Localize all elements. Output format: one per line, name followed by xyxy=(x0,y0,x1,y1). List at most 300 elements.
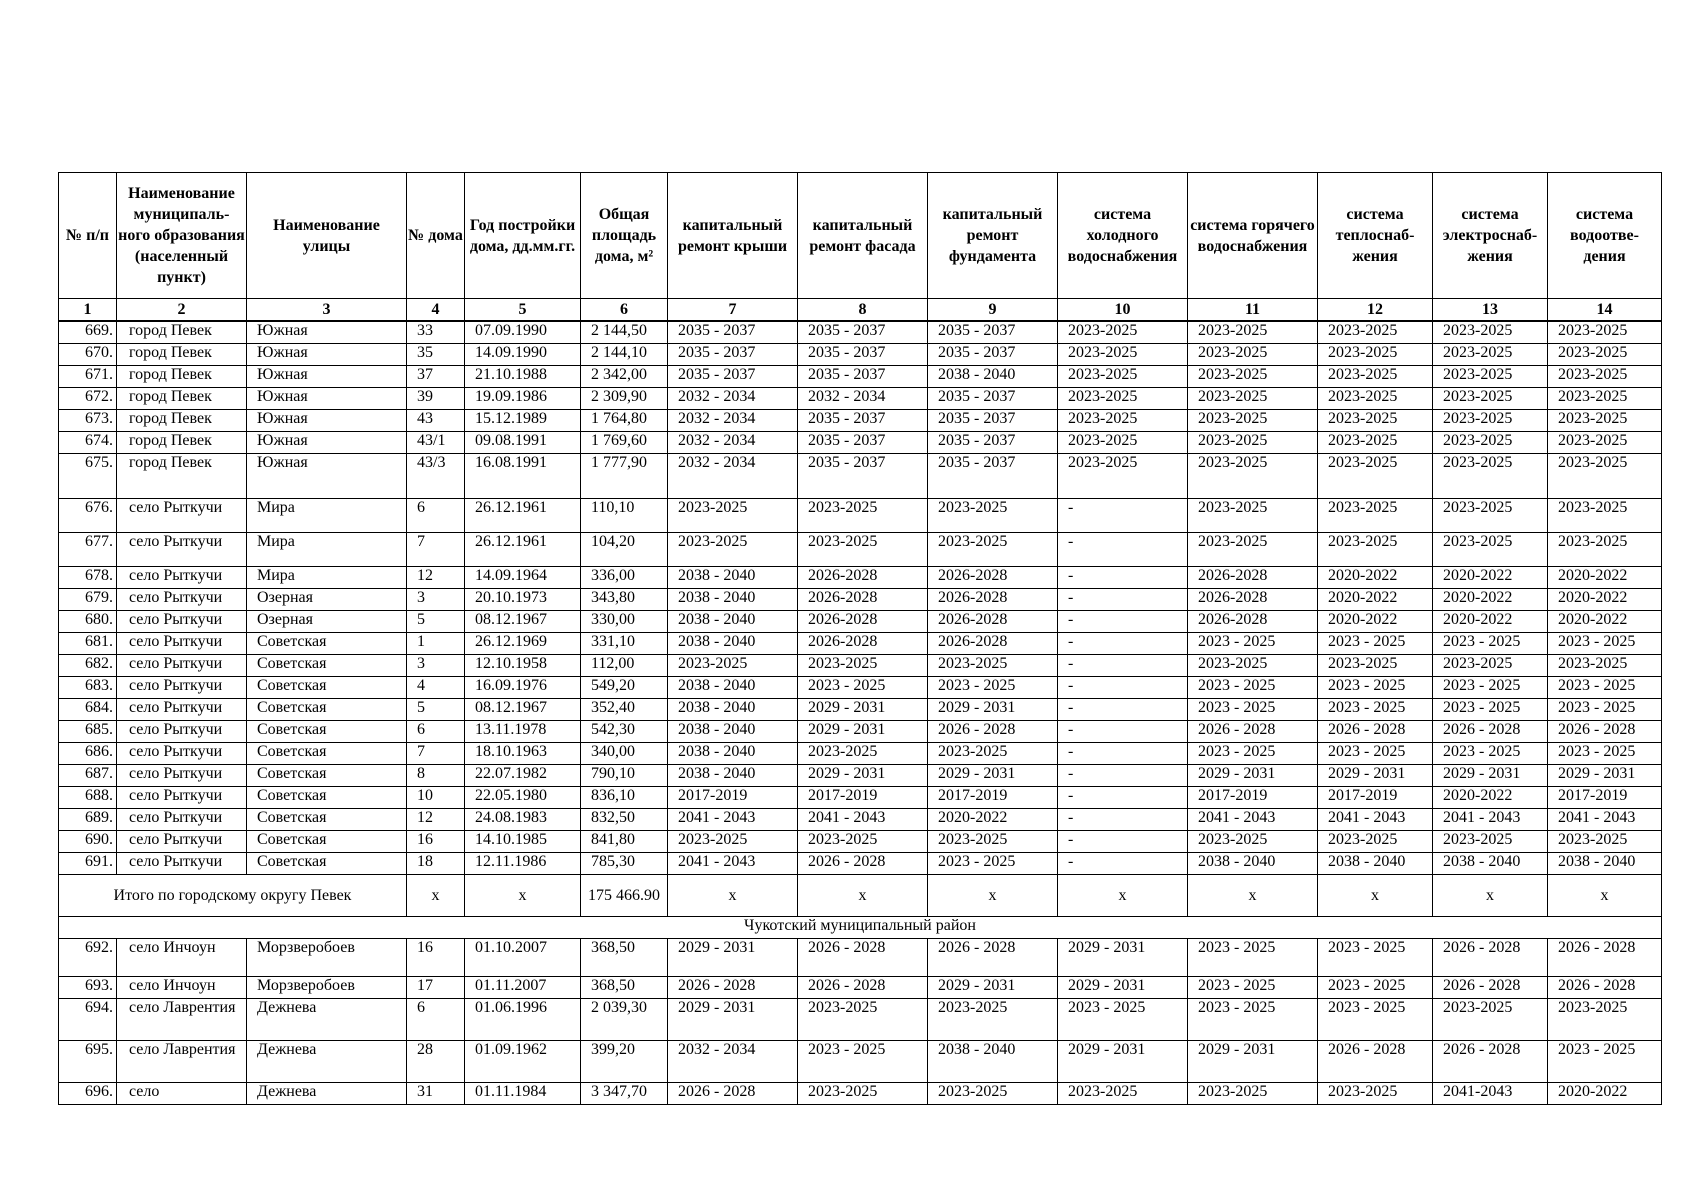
cell-municipality: город Певек xyxy=(117,453,247,498)
cell-sewerage: 2023-2025 xyxy=(1548,830,1662,852)
cell-heating: 2023-2025 xyxy=(1318,654,1433,676)
cell-year: 20.10.1973 xyxy=(465,588,581,610)
col-number-2: 2 xyxy=(117,299,247,322)
cell-electricity: 2041-2043 xyxy=(1433,1082,1548,1104)
table-row xyxy=(59,676,1662,698)
col-number-14: 14 xyxy=(1548,299,1662,322)
cell-hot-water: 2041 - 2043 xyxy=(1188,808,1318,830)
total-house: x xyxy=(407,874,465,916)
cell-year: 22.07.1982 xyxy=(465,764,581,786)
cell-house: 5 xyxy=(407,698,465,720)
cell-area: 104,20 xyxy=(581,532,668,566)
cell-electricity: 2020-2022 xyxy=(1433,588,1548,610)
cell-heating: 2023-2025 xyxy=(1318,409,1433,431)
cell-foundation: 2035 - 2037 xyxy=(928,453,1058,498)
cell-cold-water: - xyxy=(1058,852,1188,874)
cell-street: Южная xyxy=(247,343,407,365)
cell-cold-water: 2023-2025 xyxy=(1058,387,1188,409)
cell-electricity: 2026 - 2028 xyxy=(1433,720,1548,742)
cell-facade: 2023-2025 xyxy=(798,532,928,566)
cell-hot-water: 2023 - 2025 xyxy=(1188,632,1318,654)
table-row xyxy=(59,387,1662,409)
cell-cold-water: - xyxy=(1058,808,1188,830)
cell-street: Советская xyxy=(247,676,407,698)
cell-electricity: 2023 - 2025 xyxy=(1433,742,1548,764)
col-header-foundation: капитальный ремонт фундамента xyxy=(928,173,1058,299)
cell-foundation: 2026 - 2028 xyxy=(928,938,1058,976)
cell-municipality: село Инчоун xyxy=(117,976,247,998)
cell-hot-water: 2023 - 2025 xyxy=(1188,998,1318,1040)
cell-foundation: 2035 - 2037 xyxy=(928,321,1058,343)
cell-year: 21.10.1988 xyxy=(465,365,581,387)
cell-hot-water: 2023 - 2025 xyxy=(1188,938,1318,976)
table-row xyxy=(59,976,1662,998)
table-row xyxy=(59,742,1662,764)
cell-heating: 2026 - 2028 xyxy=(1318,1040,1433,1082)
cell-hot-water: 2023-2025 xyxy=(1188,431,1318,453)
cell-year: 14.09.1990 xyxy=(465,343,581,365)
cell-heating: 2023 - 2025 xyxy=(1318,998,1433,1040)
cell-sewerage: 2023-2025 xyxy=(1548,654,1662,676)
col-header-roof: капитальный ремонт крыши xyxy=(668,173,798,299)
cell-house: 10 xyxy=(407,786,465,808)
cell-area: 2 342,00 xyxy=(581,365,668,387)
cell-facade: 2023-2025 xyxy=(798,498,928,532)
cell-electricity: 2023-2025 xyxy=(1433,409,1548,431)
cell-area: 330,00 xyxy=(581,610,668,632)
cell-sewerage: 2023-2025 xyxy=(1548,321,1662,343)
cell-heating: 2023 - 2025 xyxy=(1318,676,1433,698)
cell-foundation: 2023-2025 xyxy=(928,654,1058,676)
cell-municipality: село Рыткучи xyxy=(117,610,247,632)
cell-facade: 2026-2028 xyxy=(798,632,928,654)
cell-municipality: город Певек xyxy=(117,431,247,453)
cell-foundation: 2035 - 2037 xyxy=(928,431,1058,453)
cell-heating: 2029 - 2031 xyxy=(1318,764,1433,786)
cell-house: 4 xyxy=(407,676,465,698)
cell-electricity: 2023-2025 xyxy=(1433,343,1548,365)
col-header-sewerage: система водоотве-дения xyxy=(1548,173,1662,299)
cell-area: 343,80 xyxy=(581,588,668,610)
cell-municipality: город Певек xyxy=(117,365,247,387)
cell-cold-water: 2023-2025 xyxy=(1058,453,1188,498)
cell-heating: 2020-2022 xyxy=(1318,566,1433,588)
cell-street: Советская xyxy=(247,786,407,808)
cell-facade: 2026-2028 xyxy=(798,588,928,610)
cell-street: Дежнева xyxy=(247,1040,407,1082)
cell-heating: 2023-2025 xyxy=(1318,387,1433,409)
cell-cold-water: - xyxy=(1058,698,1188,720)
header-row xyxy=(59,173,1662,299)
cell-heating: 2023-2025 xyxy=(1318,365,1433,387)
cell-sewerage: 2023 - 2025 xyxy=(1548,742,1662,764)
cell-area: 1 777,90 xyxy=(581,453,668,498)
cell-area: 836,10 xyxy=(581,786,668,808)
total-sewerage: x xyxy=(1548,874,1662,916)
cell-num: 672. xyxy=(59,387,117,409)
cell-hot-water: 2023-2025 xyxy=(1188,409,1318,431)
cell-num: 673. xyxy=(59,409,117,431)
table-row xyxy=(59,566,1662,588)
col-number-5: 5 xyxy=(465,299,581,322)
cell-house: 6 xyxy=(407,998,465,1040)
cell-electricity: 2023-2025 xyxy=(1433,431,1548,453)
cell-facade: 2035 - 2037 xyxy=(798,343,928,365)
cell-facade: 2026 - 2028 xyxy=(798,852,928,874)
table-row xyxy=(59,321,1662,343)
cell-num: 696. xyxy=(59,1082,117,1104)
cell-roof: 2038 - 2040 xyxy=(668,632,798,654)
cell-area: 2 309,90 xyxy=(581,387,668,409)
table-row xyxy=(59,365,1662,387)
total-row xyxy=(59,874,1662,916)
cell-heating: 2017-2019 xyxy=(1318,786,1433,808)
cell-municipality: село Рыткучи xyxy=(117,786,247,808)
cell-house: 17 xyxy=(407,976,465,998)
cell-year: 24.08.1983 xyxy=(465,808,581,830)
cell-house: 16 xyxy=(407,938,465,976)
cell-street: Советская xyxy=(247,632,407,654)
cell-cold-water: 2023-2025 xyxy=(1058,343,1188,365)
cell-heating: 2023-2025 xyxy=(1318,1082,1433,1104)
cell-electricity: 2020-2022 xyxy=(1433,566,1548,588)
cell-num: 674. xyxy=(59,431,117,453)
cell-house: 3 xyxy=(407,654,465,676)
cell-facade: 2026 - 2028 xyxy=(798,938,928,976)
col-number-3: 3 xyxy=(247,299,407,322)
table-body-total xyxy=(59,874,1662,938)
cell-sewerage: 2023 - 2025 xyxy=(1548,1040,1662,1082)
cell-cold-water: - xyxy=(1058,720,1188,742)
cell-foundation: 2029 - 2031 xyxy=(928,976,1058,998)
cell-electricity: 2026 - 2028 xyxy=(1433,938,1548,976)
cell-area: 785,30 xyxy=(581,852,668,874)
column-number-row xyxy=(59,299,1662,322)
cell-year: 01.10.2007 xyxy=(465,938,581,976)
capital-repair-table xyxy=(58,172,1662,1105)
cell-sewerage: 2026 - 2028 xyxy=(1548,976,1662,998)
cell-hot-water: 2023 - 2025 xyxy=(1188,698,1318,720)
cell-street: Мира xyxy=(247,566,407,588)
cell-electricity: 2020-2022 xyxy=(1433,610,1548,632)
cell-roof: 2023-2025 xyxy=(668,498,798,532)
cell-house: 8 xyxy=(407,764,465,786)
cell-roof: 2026 - 2028 xyxy=(668,976,798,998)
table-row xyxy=(59,453,1662,498)
cell-house: 31 xyxy=(407,1082,465,1104)
table-row xyxy=(59,431,1662,453)
col-number-12: 12 xyxy=(1318,299,1433,322)
cell-heating: 2026 - 2028 xyxy=(1318,720,1433,742)
cell-foundation: 2023-2025 xyxy=(928,1082,1058,1104)
cell-roof: 2041 - 2043 xyxy=(668,808,798,830)
cell-facade: 2023-2025 xyxy=(798,998,928,1040)
cell-area: 368,50 xyxy=(581,938,668,976)
total-area: 175 466.90 xyxy=(581,874,668,916)
total-label: Итого по городскому округу Певек xyxy=(59,874,407,916)
cell-num: 671. xyxy=(59,365,117,387)
cell-heating: 2023-2025 xyxy=(1318,532,1433,566)
cell-year: 14.10.1985 xyxy=(465,830,581,852)
cell-foundation: 2038 - 2040 xyxy=(928,365,1058,387)
col-header-street: Наименование улицы xyxy=(247,173,407,299)
cell-year: 26.12.1961 xyxy=(465,532,581,566)
cell-num: 680. xyxy=(59,610,117,632)
table-row xyxy=(59,343,1662,365)
cell-house: 37 xyxy=(407,365,465,387)
col-header-area: Общая площадь дома, м² xyxy=(581,173,668,299)
cell-cold-water: 2023-2025 xyxy=(1058,365,1188,387)
col-header-cold-water: система холодного водоснабжения xyxy=(1058,173,1188,299)
cell-facade: 2035 - 2037 xyxy=(798,365,928,387)
cell-electricity: 2023-2025 xyxy=(1433,321,1548,343)
cell-roof: 2038 - 2040 xyxy=(668,588,798,610)
table-row xyxy=(59,610,1662,632)
cell-sewerage: 2023-2025 xyxy=(1548,498,1662,532)
cell-municipality: село Инчоун xyxy=(117,938,247,976)
cell-electricity: 2026 - 2028 xyxy=(1433,1040,1548,1082)
cell-street: Советская xyxy=(247,742,407,764)
cell-foundation: 2026-2028 xyxy=(928,588,1058,610)
cell-roof: 2038 - 2040 xyxy=(668,698,798,720)
cell-area: 2 144,10 xyxy=(581,343,668,365)
cell-cold-water: - xyxy=(1058,654,1188,676)
table-body-pevek xyxy=(59,321,1662,874)
cell-foundation: 2026-2028 xyxy=(928,566,1058,588)
cell-roof: 2035 - 2037 xyxy=(668,365,798,387)
cell-municipality: село Рыткучи xyxy=(117,852,247,874)
cell-municipality: село Рыткучи xyxy=(117,632,247,654)
cell-foundation: 2026-2028 xyxy=(928,632,1058,654)
cell-foundation: 2023-2025 xyxy=(928,830,1058,852)
table-row xyxy=(59,998,1662,1040)
cell-hot-water: 2023-2025 xyxy=(1188,654,1318,676)
cell-sewerage: 2017-2019 xyxy=(1548,786,1662,808)
cell-municipality: село Рыткучи xyxy=(117,566,247,588)
cell-hot-water: 2023-2025 xyxy=(1188,343,1318,365)
col-header-hot-water: система горячего водоснабжения xyxy=(1188,173,1318,299)
cell-num: 687. xyxy=(59,764,117,786)
cell-area: 2 144,50 xyxy=(581,321,668,343)
cell-cold-water: 2029 - 2031 xyxy=(1058,938,1188,976)
cell-foundation: 2020-2022 xyxy=(928,808,1058,830)
col-header-electricity: система электроснаб-жения xyxy=(1433,173,1548,299)
cell-heating: 2023 - 2025 xyxy=(1318,742,1433,764)
cell-foundation: 2023-2025 xyxy=(928,998,1058,1040)
cell-hot-water: 2023-2025 xyxy=(1188,321,1318,343)
table-row xyxy=(59,588,1662,610)
cell-foundation: 2035 - 2037 xyxy=(928,409,1058,431)
cell-municipality: село Рыткучи xyxy=(117,532,247,566)
cell-electricity: 2023-2025 xyxy=(1433,498,1548,532)
cell-municipality: село Рыткучи xyxy=(117,698,247,720)
cell-facade: 2026-2028 xyxy=(798,566,928,588)
cell-foundation: 2023-2025 xyxy=(928,742,1058,764)
cell-facade: 2023-2025 xyxy=(798,742,928,764)
cell-sewerage: 2020-2022 xyxy=(1548,1082,1662,1104)
cell-heating: 2023-2025 xyxy=(1318,453,1433,498)
cell-sewerage: 2023-2025 xyxy=(1548,409,1662,431)
cell-roof: 2032 - 2034 xyxy=(668,1040,798,1082)
cell-house: 43/1 xyxy=(407,431,465,453)
col-number-7: 7 xyxy=(668,299,798,322)
cell-municipality: село Рыткучи xyxy=(117,764,247,786)
cell-municipality: село Рыткучи xyxy=(117,654,247,676)
table-row xyxy=(59,654,1662,676)
cell-cold-water: - xyxy=(1058,830,1188,852)
cell-num: 669. xyxy=(59,321,117,343)
cell-foundation: 2023 - 2025 xyxy=(928,852,1058,874)
cell-roof: 2041 - 2043 xyxy=(668,852,798,874)
cell-roof: 2038 - 2040 xyxy=(668,742,798,764)
cell-street: Советская xyxy=(247,852,407,874)
cell-cold-water: - xyxy=(1058,532,1188,566)
cell-num: 691. xyxy=(59,852,117,874)
cell-roof: 2026 - 2028 xyxy=(668,1082,798,1104)
cell-heating: 2023 - 2025 xyxy=(1318,976,1433,998)
cell-electricity: 2023-2025 xyxy=(1433,998,1548,1040)
cell-house: 7 xyxy=(407,532,465,566)
cell-street: Мира xyxy=(247,532,407,566)
cell-facade: 2029 - 2031 xyxy=(798,720,928,742)
cell-municipality: село Рыткучи xyxy=(117,588,247,610)
cell-area: 549,20 xyxy=(581,676,668,698)
cell-municipality: город Певек xyxy=(117,343,247,365)
cell-electricity: 2023 - 2025 xyxy=(1433,676,1548,698)
cell-house: 33 xyxy=(407,321,465,343)
cell-electricity: 2023-2025 xyxy=(1433,830,1548,852)
cell-facade: 2023-2025 xyxy=(798,654,928,676)
cell-hot-water: 2026-2028 xyxy=(1188,566,1318,588)
col-header-facade: капитальный ремонт фасада xyxy=(798,173,928,299)
cell-street: Южная xyxy=(247,387,407,409)
cell-roof: 2035 - 2037 xyxy=(668,321,798,343)
cell-street: Южная xyxy=(247,431,407,453)
table-row xyxy=(59,938,1662,976)
col-header-heating: система теплоснаб-жения xyxy=(1318,173,1433,299)
cell-heating: 2023-2025 xyxy=(1318,498,1433,532)
cell-roof: 2029 - 2031 xyxy=(668,998,798,1040)
cell-roof: 2017-2019 xyxy=(668,786,798,808)
cell-electricity: 2023-2025 xyxy=(1433,453,1548,498)
cell-facade: 2017-2019 xyxy=(798,786,928,808)
cell-street: Советская xyxy=(247,654,407,676)
cell-electricity: 2023 - 2025 xyxy=(1433,632,1548,654)
cell-sewerage: 2023-2025 xyxy=(1548,532,1662,566)
total-heating: x xyxy=(1318,874,1433,916)
cell-facade: 2023 - 2025 xyxy=(798,676,928,698)
table-row xyxy=(59,720,1662,742)
cell-roof: 2032 - 2034 xyxy=(668,409,798,431)
cell-year: 12.11.1986 xyxy=(465,852,581,874)
cell-facade: 2035 - 2037 xyxy=(798,321,928,343)
cell-year: 26.12.1969 xyxy=(465,632,581,654)
cell-heating: 2023 - 2025 xyxy=(1318,938,1433,976)
cell-street: Морзверобоев xyxy=(247,938,407,976)
cell-num: 688. xyxy=(59,786,117,808)
cell-hot-water: 2023-2025 xyxy=(1188,453,1318,498)
cell-area: 352,40 xyxy=(581,698,668,720)
cell-facade: 2029 - 2031 xyxy=(798,764,928,786)
col-number-10: 10 xyxy=(1058,299,1188,322)
cell-street: Дежнева xyxy=(247,998,407,1040)
cell-foundation: 2017-2019 xyxy=(928,786,1058,808)
cell-heating: 2038 - 2040 xyxy=(1318,852,1433,874)
cell-house: 39 xyxy=(407,387,465,409)
cell-hot-water: 2023-2025 xyxy=(1188,498,1318,532)
cell-sewerage: 2023 - 2025 xyxy=(1548,632,1662,654)
col-number-13: 13 xyxy=(1433,299,1548,322)
cell-hot-water: 2023-2025 xyxy=(1188,365,1318,387)
cell-sewerage: 2023-2025 xyxy=(1548,998,1662,1040)
cell-year: 15.12.1989 xyxy=(465,409,581,431)
cell-facade: 2023-2025 xyxy=(798,1082,928,1104)
cell-year: 18.10.1963 xyxy=(465,742,581,764)
cell-sewerage: 2026 - 2028 xyxy=(1548,938,1662,976)
table-row xyxy=(59,786,1662,808)
cell-street: Озерная xyxy=(247,610,407,632)
cell-area: 790,10 xyxy=(581,764,668,786)
cell-facade: 2035 - 2037 xyxy=(798,453,928,498)
cell-street: Южная xyxy=(247,365,407,387)
cell-house: 12 xyxy=(407,808,465,830)
cell-municipality: село Рыткучи xyxy=(117,808,247,830)
cell-hot-water: 2023-2025 xyxy=(1188,532,1318,566)
cell-municipality: город Певек xyxy=(117,321,247,343)
cell-electricity: 2020-2022 xyxy=(1433,786,1548,808)
table-row xyxy=(59,498,1662,532)
cell-municipality: село Лаврентия xyxy=(117,1040,247,1082)
cell-facade: 2035 - 2037 xyxy=(798,409,928,431)
cell-street: Советская xyxy=(247,830,407,852)
cell-electricity: 2038 - 2040 xyxy=(1433,852,1548,874)
cell-year: 01.11.2007 xyxy=(465,976,581,998)
table-row xyxy=(59,808,1662,830)
cell-sewerage: 2026 - 2028 xyxy=(1548,720,1662,742)
cell-house: 12 xyxy=(407,566,465,588)
cell-year: 01.09.1962 xyxy=(465,1040,581,1082)
cell-hot-water: 2026-2028 xyxy=(1188,610,1318,632)
cell-year: 14.09.1964 xyxy=(465,566,581,588)
cell-roof: 2023-2025 xyxy=(668,654,798,676)
cell-hot-water: 2029 - 2031 xyxy=(1188,1040,1318,1082)
cell-sewerage: 2041 - 2043 xyxy=(1548,808,1662,830)
cell-sewerage: 2023 - 2025 xyxy=(1548,676,1662,698)
cell-heating: 2020-2022 xyxy=(1318,610,1433,632)
cell-electricity: 2026 - 2028 xyxy=(1433,976,1548,998)
cell-year: 01.11.1984 xyxy=(465,1082,581,1104)
cell-num: 689. xyxy=(59,808,117,830)
cell-area: 542,30 xyxy=(581,720,668,742)
cell-electricity: 2041 - 2043 xyxy=(1433,808,1548,830)
cell-cold-water: - xyxy=(1058,566,1188,588)
cell-num: 694. xyxy=(59,998,117,1040)
col-number-4: 4 xyxy=(407,299,465,322)
total-roof: x xyxy=(668,874,798,916)
cell-year: 09.08.1991 xyxy=(465,431,581,453)
cell-electricity: 2023-2025 xyxy=(1433,387,1548,409)
cell-house: 43 xyxy=(407,409,465,431)
cell-street: Дежнева xyxy=(247,1082,407,1104)
cell-sewerage: 2020-2022 xyxy=(1548,566,1662,588)
cell-facade: 2032 - 2034 xyxy=(798,387,928,409)
cell-roof: 2038 - 2040 xyxy=(668,610,798,632)
cell-year: 19.09.1986 xyxy=(465,387,581,409)
cell-sewerage: 2023-2025 xyxy=(1548,365,1662,387)
cell-area: 340,00 xyxy=(581,742,668,764)
cell-house: 28 xyxy=(407,1040,465,1082)
cell-cold-water: - xyxy=(1058,676,1188,698)
